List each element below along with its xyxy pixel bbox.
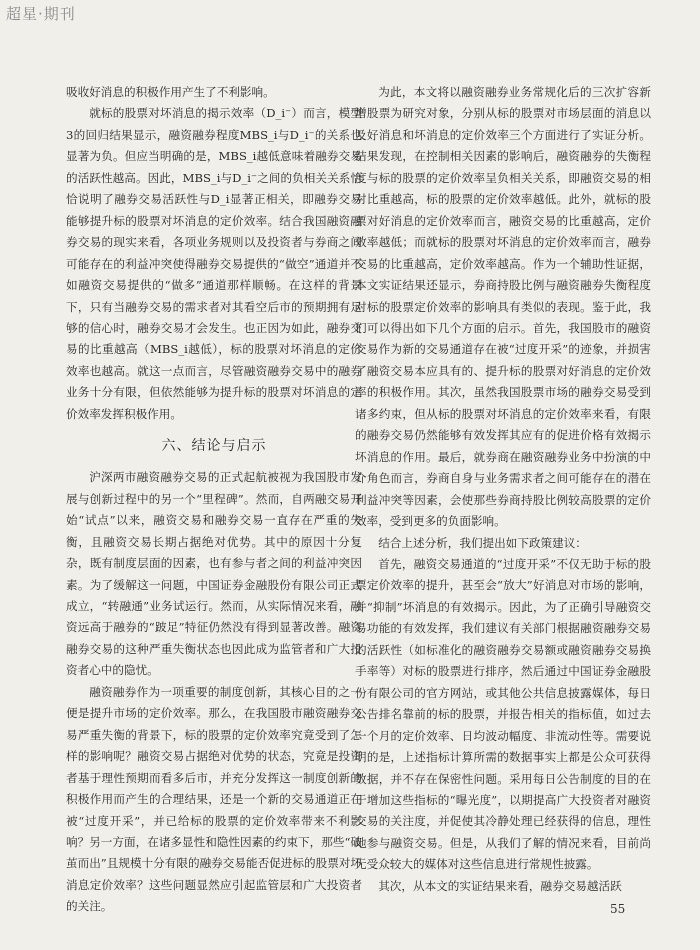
right-column [355,82,651,897]
section-heading: 六、结论与启示 [161,438,267,455]
paragraph: 其次，从本文的实证结果来看，融券交易越活跃 [378,878,622,893]
paragraph: 结合上述分析，我们提出如下政策建议： [378,535,587,550]
paragraph: 就标的股票对坏消息的揭示效率（D_i⁻）而言，模型3的回归结果显示，融资融券程度MBS_i与D_i⁻的关系也显著为负。但应当明确的是，MBS_i越低意味着融券交易的活跃性越高。因此，MBS_i与D_i⁻之间的负相关关系恰恰说明了融券交易活跃性与D_i显著正相关，即融券交易能够提升标的股票对坏消息的定价效率。结合我国融资融券交易的现实来看，各项业务规则以及投资者与券商之间可能存在的利益冲突使得融券交易提供的“做空”通道并不如融资交易提供的“做多”通道那样顺畅。在这样的背景下，只有当融券交易的需求者对其看空后市的预期拥有足够的信心时，融券交易才会发生。也正因为如此，融券交易的比重越高（MBS_i越低），标的股票对坏消息的定价效率也越高。就这一点而言，尽管融资融券交易中的融券业务十分有限，但依然能够为提升标的股票对坏消息的定价效率发挥积极作用。 [66,106,362,421]
paragraph: 融资融券作为一项重要的制度创新，其核心目的之一便是提升市场的定价效率。那么，在我国股市融资融券交易严重失衡的背景下，标的股票的定价效率究竟受到了怎样的影响呢？融资交易占据绝对优势的状态，究竟是投资者基于理性预期而看多后市，并充分发挥这一制度创新的积极作用而产生的合理结果，还是一个新的交易通道正在被“过度开采”，并已给标的股票的定价效率带来不利影响？另一方面，在诸多显性和隐性因素的约束下，那些“破茧而出”且规模十分有限的融券交易能否促进标的股票对坏消息定价效率？这些问题显然应引起监管层和广大投资者的关注。 [66,684,362,914]
journal-masthead: 超星·期刊 [6,5,76,23]
paragraph: 为此，本文将以融资融券业务常规化后的三次扩容新增股票为研究对象，分别从标的股票对市场层面的消息以及好消息和坏消息的定价效率三个方面进行了实证分析。结果发现，在控制相关因素的影响后，融资融券的失衡程度与标的股票的定价效率呈负相关关系，即融资交易的相对比重越高，标的股票的定价效率越低。此外，就标的股票对好消息的定价效率而言，融资交易的比重越高，定价效率越低；而就标的股票对坏消息的定价效率而言，融券交易的比重越高，定价效率越高。作为一个辅助性证据，本文实证结果还显示，券商持股比例与融资融券失衡程度对标的股票定价效率的影响具有类似的表现。鉴于此，我们可以得出如下几个方面的启示。首先，我国股市的融资交易作为新的交易通道存在被“过度开采”的迹象，并损害了融资交易本应具有的、提升标的股票对好消息的定价效率的积极作用。其次，虽然我国股票市场的融券交易受到诸多约束，但从标的股票对坏消息的定价效率来看，有限的融券交易仍然能够有效发挥其应有的促进价格有效揭示坏消息的作用。最后，就券商在融资融券业务中扮演的中介角色而言，券商自身与业务需求者之间可能存在的潜在利益冲突等因素，会使那些券商持股比例较高股票的定价效率，受到更多的负面影响。 [355,85,651,529]
paragraph: 吸收好消息的积极作用产生了不利影响。 [66,85,275,99]
left-column [66,82,362,918]
page-number: 55 [610,902,626,916]
paragraph: 沪深两市融资融券交易的正式起航被视为我国股市发展与创新过程中的另一个“里程碑”。然而，自两融交易开始“试点”以来，融资交易和融券交易一直存在严重的失衡，且融资交易长期占据绝对优势。其中的原因十分复杂，既有制度层面的因素，也有参与者之间的利益冲突因素。为了缓解这一问题，中国证券金融股份有限公司正式成立，“转融通”业务试运行。然而，从实际情况来看，融资远高于融券的“跛足”特征仍然没有得到显著改善。融资融券交易的这种严重失衡状态也因此成为监管者和广大投资者心中的隐忧。 [66,470,362,678]
paragraph: 首先，融资交易通道的“过度开采”不仅无助于标的股票定价效率的提升，甚至会“放大”好消息对市场的影响，并“抑制”坏消息的有效揭示。因此，为了正确引导融资交易功能的有效发挥，我们建议有关部门根据融资融券交易的活跃性（如标准化的融资融券交易额或融资融券交易换手率等）对标的股票进行排序，然后通过中国证券金融股份有限公司的官方网站，或其他公共信息披露媒体，每日公告排名靠前的标的股票，并报告相关的指标值，如过去一个月的定价效率、日均波动幅度、非流动性等。需要说明的是，上述指标计算所需的数据事实上都是公众可获得数据，并不存在保密性问题。采用每日公告制度的目的在于增加这些指标的“曝光度”，以期提高广大投资者对融资交易的关注度，并促使其冷静处理已经获得的信息，理性地参与融资交易。但是，从我们了解的情况来看，目前尚无受众较大的媒体对这些信息进行常规性披露。 [355,556,651,872]
